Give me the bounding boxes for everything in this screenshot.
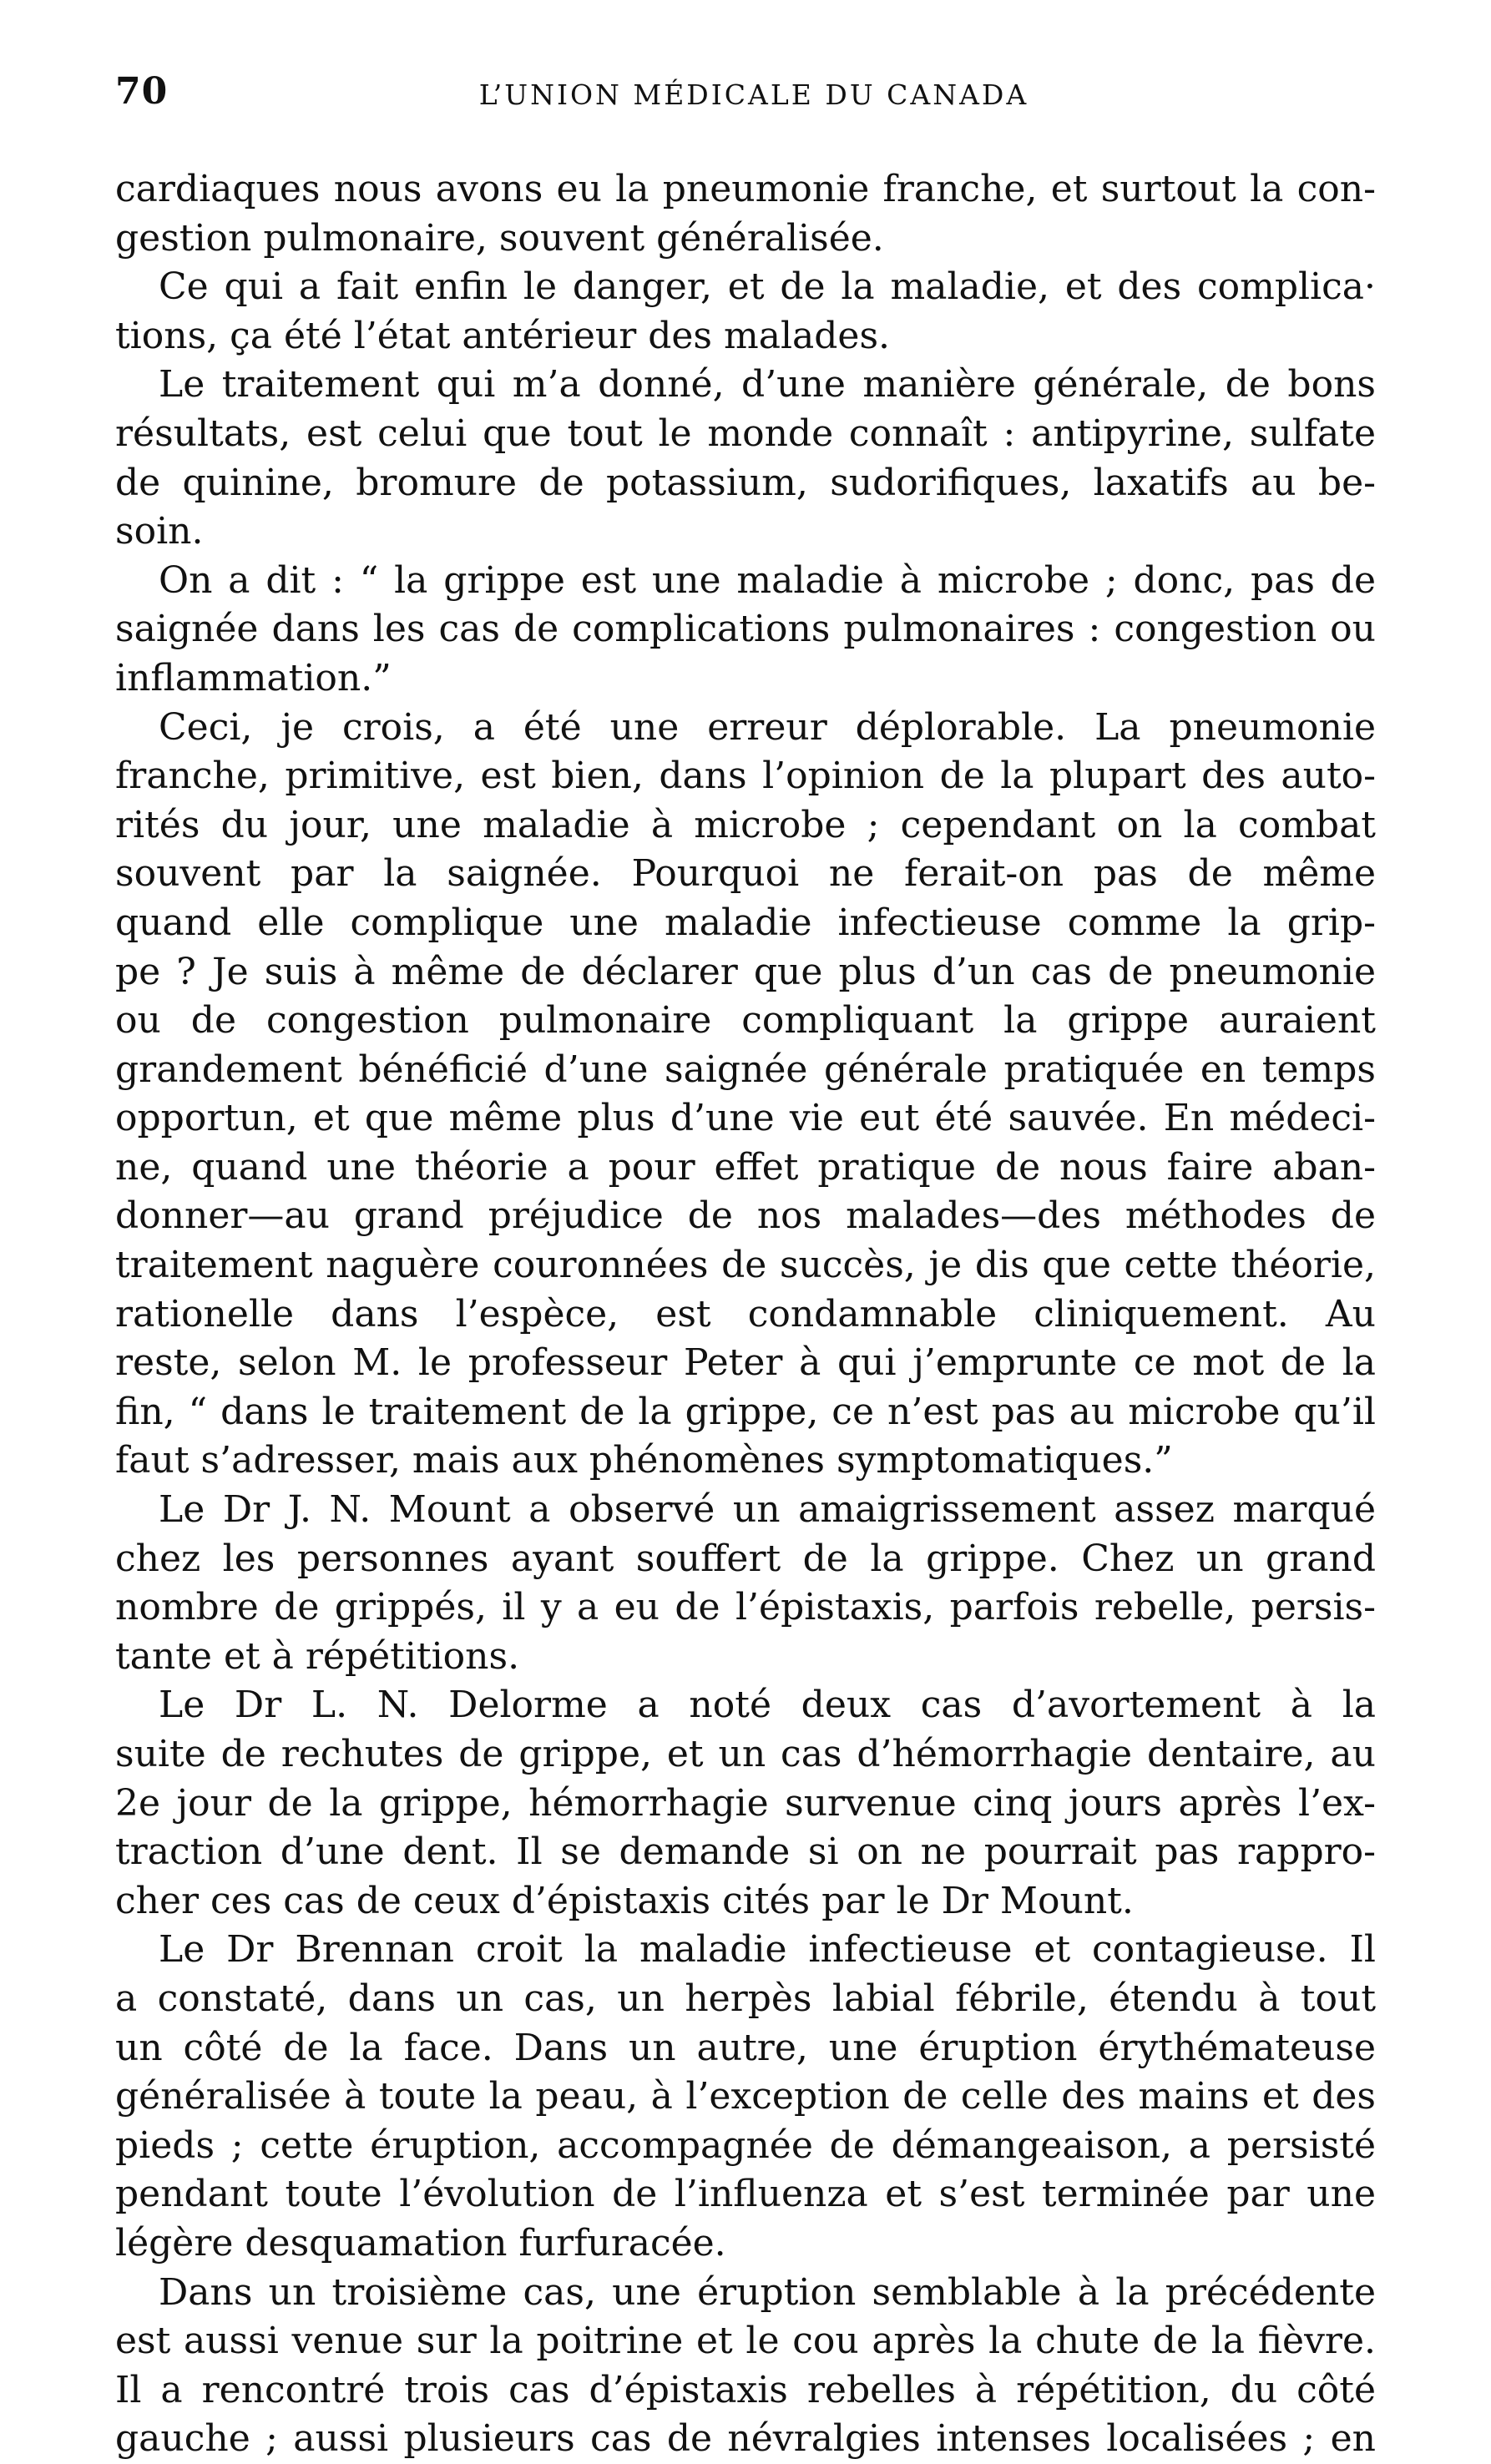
text-line: Dans un troisième cas, une éruption semblable à la précédente (159, 2270, 1376, 2314)
text-line: Il a rencontré trois cas d’épistaxis rebelles à répétition, du côté (115, 2368, 1376, 2411)
paragraph (115, 165, 1376, 263)
paragraph (115, 263, 1376, 361)
text-line: fin, “ dans le traitement de la grippe, ce n’est pas au microbe qu’il (115, 1390, 1376, 1433)
paragraph (115, 1926, 1376, 2268)
paragraph (115, 557, 1376, 704)
paragraph (115, 1681, 1376, 1926)
text-line: suite de rechutes de grippe, et un cas d’hémorrhagie dentaire, au (115, 1733, 1376, 1775)
text-line: donner—au grand préjudice de nos malades—des méthodes de (115, 1194, 1376, 1238)
text-line: généralisée à toute la peau, à l’exception de celle des mains et des (115, 2075, 1376, 2118)
text-line: pendant toute l’évolution de l’influenza et s’est terminée par une (115, 2173, 1376, 2216)
paragraph (115, 2269, 1376, 2464)
body-text (115, 165, 1376, 2464)
text-line: de quinine, bromure de potassium, sudorifiques, laxatifs au be- (115, 461, 1376, 504)
text-line: Ce qui a fait enfin le danger, et de la maladie, et des complica· (159, 265, 1376, 309)
text-line: nombre de grippés, il y a eu de l’épistaxis, parfois rebelle, persis- (115, 1586, 1376, 1629)
text-line: reste, selon M. le professeur Peter à qui j’emprunte ce mot de la (115, 1341, 1376, 1385)
text-line: On a dit : “ la grippe est une maladie à microbe ; donc, pas de (159, 558, 1376, 602)
text-line: saignée dans les cas de complications pulmonaires : congestion ou (115, 608, 1376, 651)
text-line: opportun, et que même plus d’une vie eut été sauvée. En médeci- (115, 1097, 1376, 1140)
text-line: grandement bénéficié d’une saignée générale pratiquée en temps (115, 1048, 1376, 1091)
page-header (115, 70, 1392, 129)
paragraph (115, 704, 1376, 1487)
text-line: soin. (115, 510, 204, 553)
running-title: L’UNION MÉDICALE DU CANADA (478, 78, 1029, 111)
text-line: pe ? Je suis à même de déclarer que plus d’un cas de pneumonie (115, 950, 1376, 993)
paragraph (115, 361, 1376, 556)
text-line: rationelle dans l’espèce, est condamnable cliniquement. Au (115, 1292, 1376, 1336)
text-line: 2e jour de la grippe, hémorrhagie survenue cinq jours après l’ex- (115, 1781, 1376, 1825)
text-line: ne, quand une théorie a pour effet pratique de nous faire aban- (115, 1145, 1376, 1189)
text-line: inflammation.” (115, 656, 392, 699)
text-line: légère desquamation furfuracée. (115, 2221, 726, 2265)
text-line: faut s’adresser, mais aux phénomènes symptomatiques.” (115, 1439, 1173, 1482)
text-line: rités du jour, une maladie à microbe ; cependant on la combat (115, 803, 1376, 846)
text-line: franche, primitive, est bien, dans l’opinion de la plupart des auto- (115, 755, 1376, 798)
text-line: cher ces cas de ceux d’épistaxis cités par le Dr Mount. (115, 1879, 1134, 1922)
text-line: Le Dr L. N. Delorme a noté deux cas d’avortement à la (159, 1684, 1376, 1727)
text-line: souvent par la saignée. Pourquoi ne ferait-on pas de même (115, 852, 1376, 896)
text-line: traction d’une dent. Il se demande si on ne pourrait pas rappro- (115, 1830, 1376, 1874)
text-line: Le Dr Brennan croit la maladie infectieuse et contagieuse. Il (159, 1928, 1376, 1972)
text-line: quand elle complique une maladie infectieuse comme la grip- (115, 901, 1376, 944)
text-line: Le traitement qui m’a donné, d’une manière générale, de bons (159, 363, 1376, 406)
text-line: tante et à répétitions. (115, 1634, 520, 1678)
text-line: traitement naguère couronnées de succès, je dis que cette théorie, (115, 1244, 1376, 1287)
text-line: gestion pulmonaire, souvent généralisée. (115, 216, 884, 260)
paragraph (115, 1486, 1376, 1681)
text-line: cardiaques nous avons eu la pneumonie franche, et surtout la con- (115, 168, 1376, 210)
text-line: tions, ça été l’état antérieur des malades. (115, 314, 891, 357)
text-line: Le Dr J. N. Mount a observé un amaigrissement assez marqué (159, 1488, 1376, 1532)
text-line: pieds ; cette éruption, accompagnée de démangeaison, a persisté (115, 2123, 1376, 2167)
text-line: un côté de la face. Dans un autre, une éruption érythémateuse (115, 2026, 1376, 2069)
text-line: est aussi venue sur la poitrine et le cou après la chute de la fièvre. (115, 2320, 1376, 2363)
text-line: ou de congestion pulmonaire compliquant la grippe auraient (115, 999, 1376, 1043)
text-line: chez les personnes ayant souffert de la grippe. Chez un grand (115, 1537, 1376, 1580)
text-line: a constaté, dans un cas, un herpès labial fébrile, étendu à tout (115, 1977, 1376, 2020)
text-line: gauche ; aussi plusieurs cas de névralgies intenses localisées ; en (115, 2417, 1376, 2461)
page-number: 70 (115, 70, 169, 113)
text-line: résultats, est celui que tout le monde connaît : antipyrine, sulfate (115, 412, 1376, 455)
text-line: Ceci, je crois, a été une erreur déplorable. La pneumonie (159, 705, 1376, 749)
